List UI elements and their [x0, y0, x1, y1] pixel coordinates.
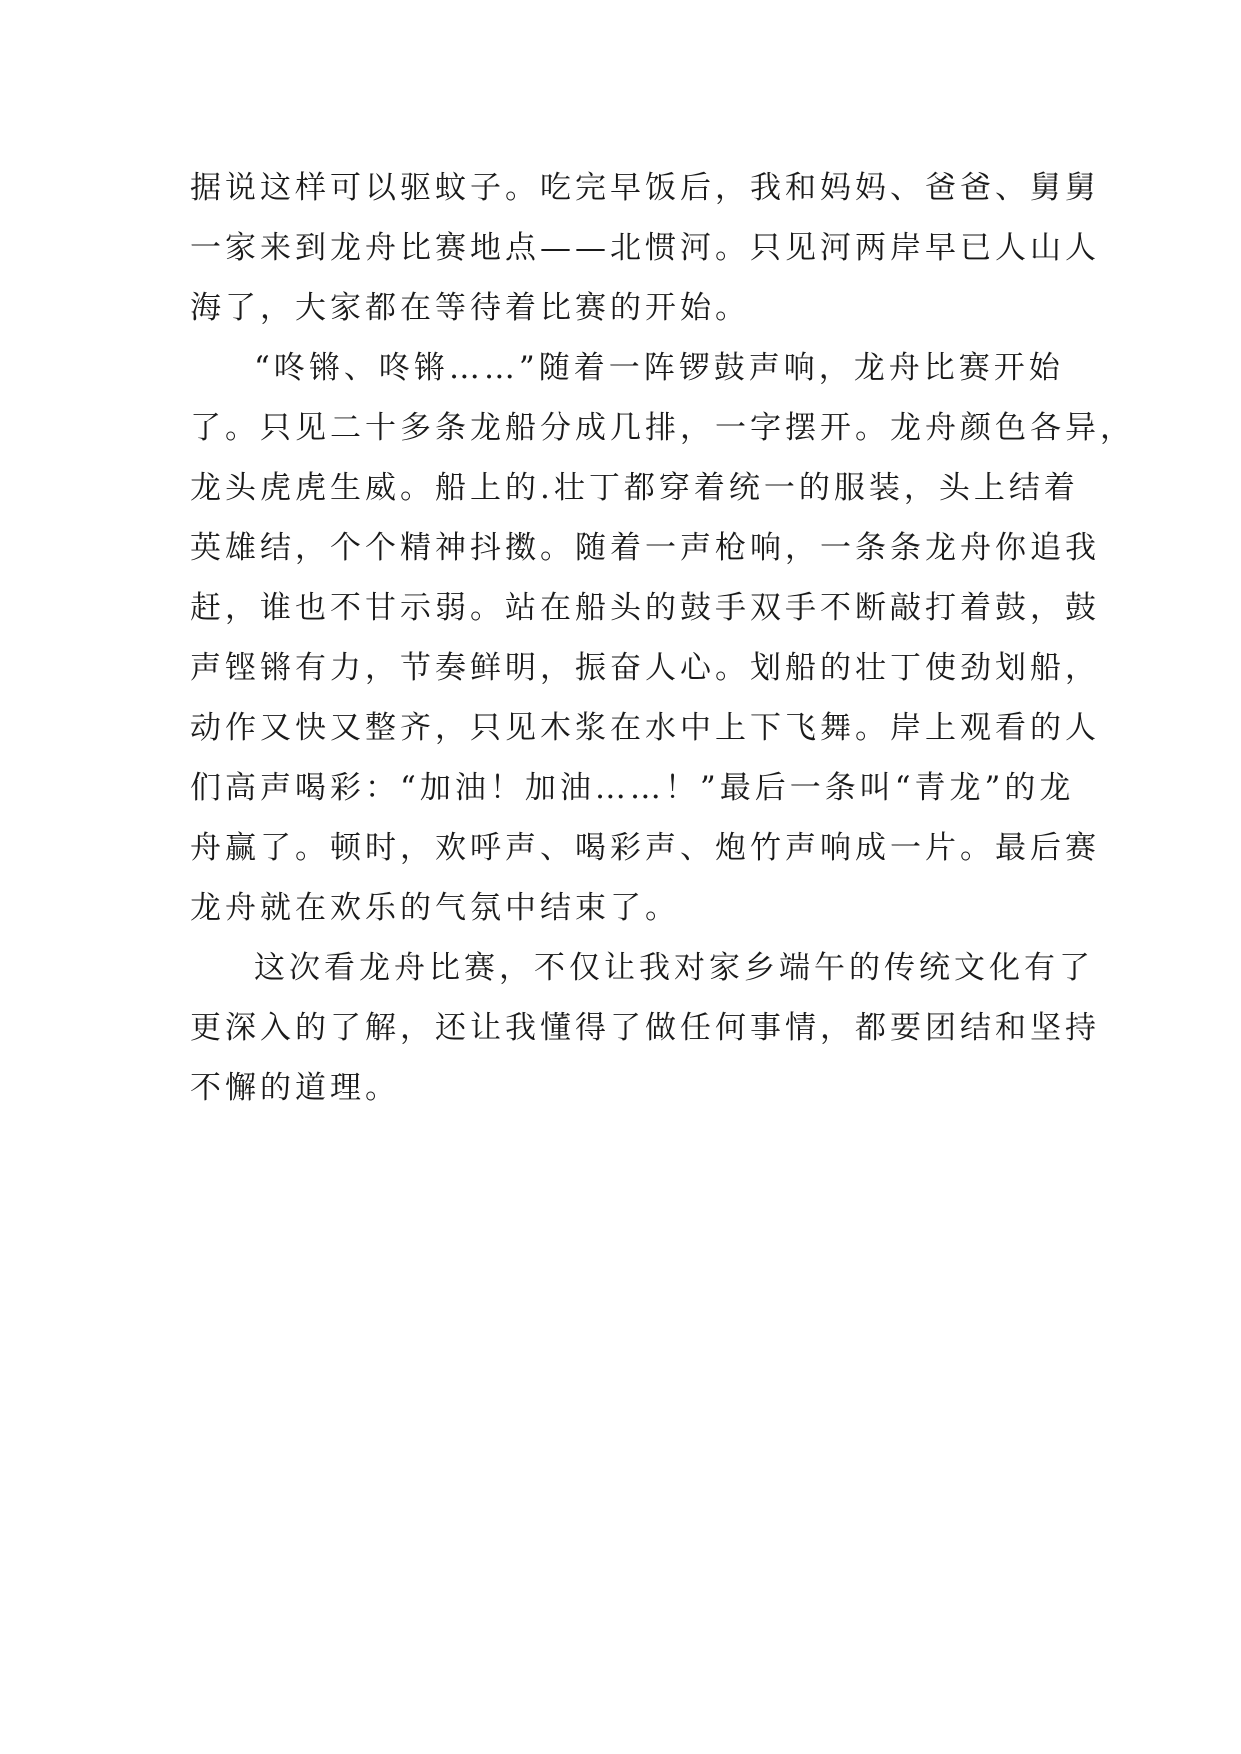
text-line: 声铿锵有力，节奏鲜明，振奋人心。划船的壮丁使劲划船，	[190, 650, 1100, 686]
text-line: 们高声喝彩：“加油！加油……！”最后一条叫“青龙”的龙	[190, 770, 1075, 806]
text-line: 舟赢了。顿时，欢呼声、喝彩声、炮竹声响成一片。最后赛	[190, 830, 1100, 866]
essay-body	[190, 158, 1135, 1118]
text-line: 动作又快又整齐，只见木浆在水中上下飞舞。岸上观看的人	[190, 710, 1100, 746]
text-line: 赶，谁也不甘示弱。站在船头的鼓手双手不断敲打着鼓，鼓	[190, 590, 1100, 626]
text-line: 海了，大家都在等待着比赛的开始。	[190, 290, 750, 326]
paragraph-start-line: 这次看龙舟比赛，不仅让我对家乡端午的传统文化有了	[254, 950, 1094, 986]
text-line: 据说这样可以驱蚊子。吃完早饭后，我和妈妈、爸爸、舅舅	[190, 170, 1100, 206]
text-line: 更深入的了解，还让我懂得了做任何事情，都要团结和坚持	[190, 1010, 1100, 1046]
text-line: 一家来到龙舟比赛地点——北惯河。只见河两岸早已人山人	[190, 230, 1100, 266]
text-line: 龙头虎虎生威。船上的.壮丁都穿着统一的服装，头上结着	[190, 470, 1079, 506]
text-line: 了。只见二十多条龙船分成几排，一字摆开。龙舟颜色各异，	[190, 410, 1135, 446]
text-line: 不懈的道理。	[190, 1070, 400, 1106]
text-line: 英雄结，个个精神抖擞。随着一声枪响，一条条龙舟你追我	[190, 530, 1100, 566]
paragraph-start-line: “咚锵、咚锵……”随着一阵锣鼓声响，龙舟比赛开始	[254, 350, 1064, 386]
text-line: 龙舟就在欢乐的气氛中结束了。	[190, 890, 680, 926]
